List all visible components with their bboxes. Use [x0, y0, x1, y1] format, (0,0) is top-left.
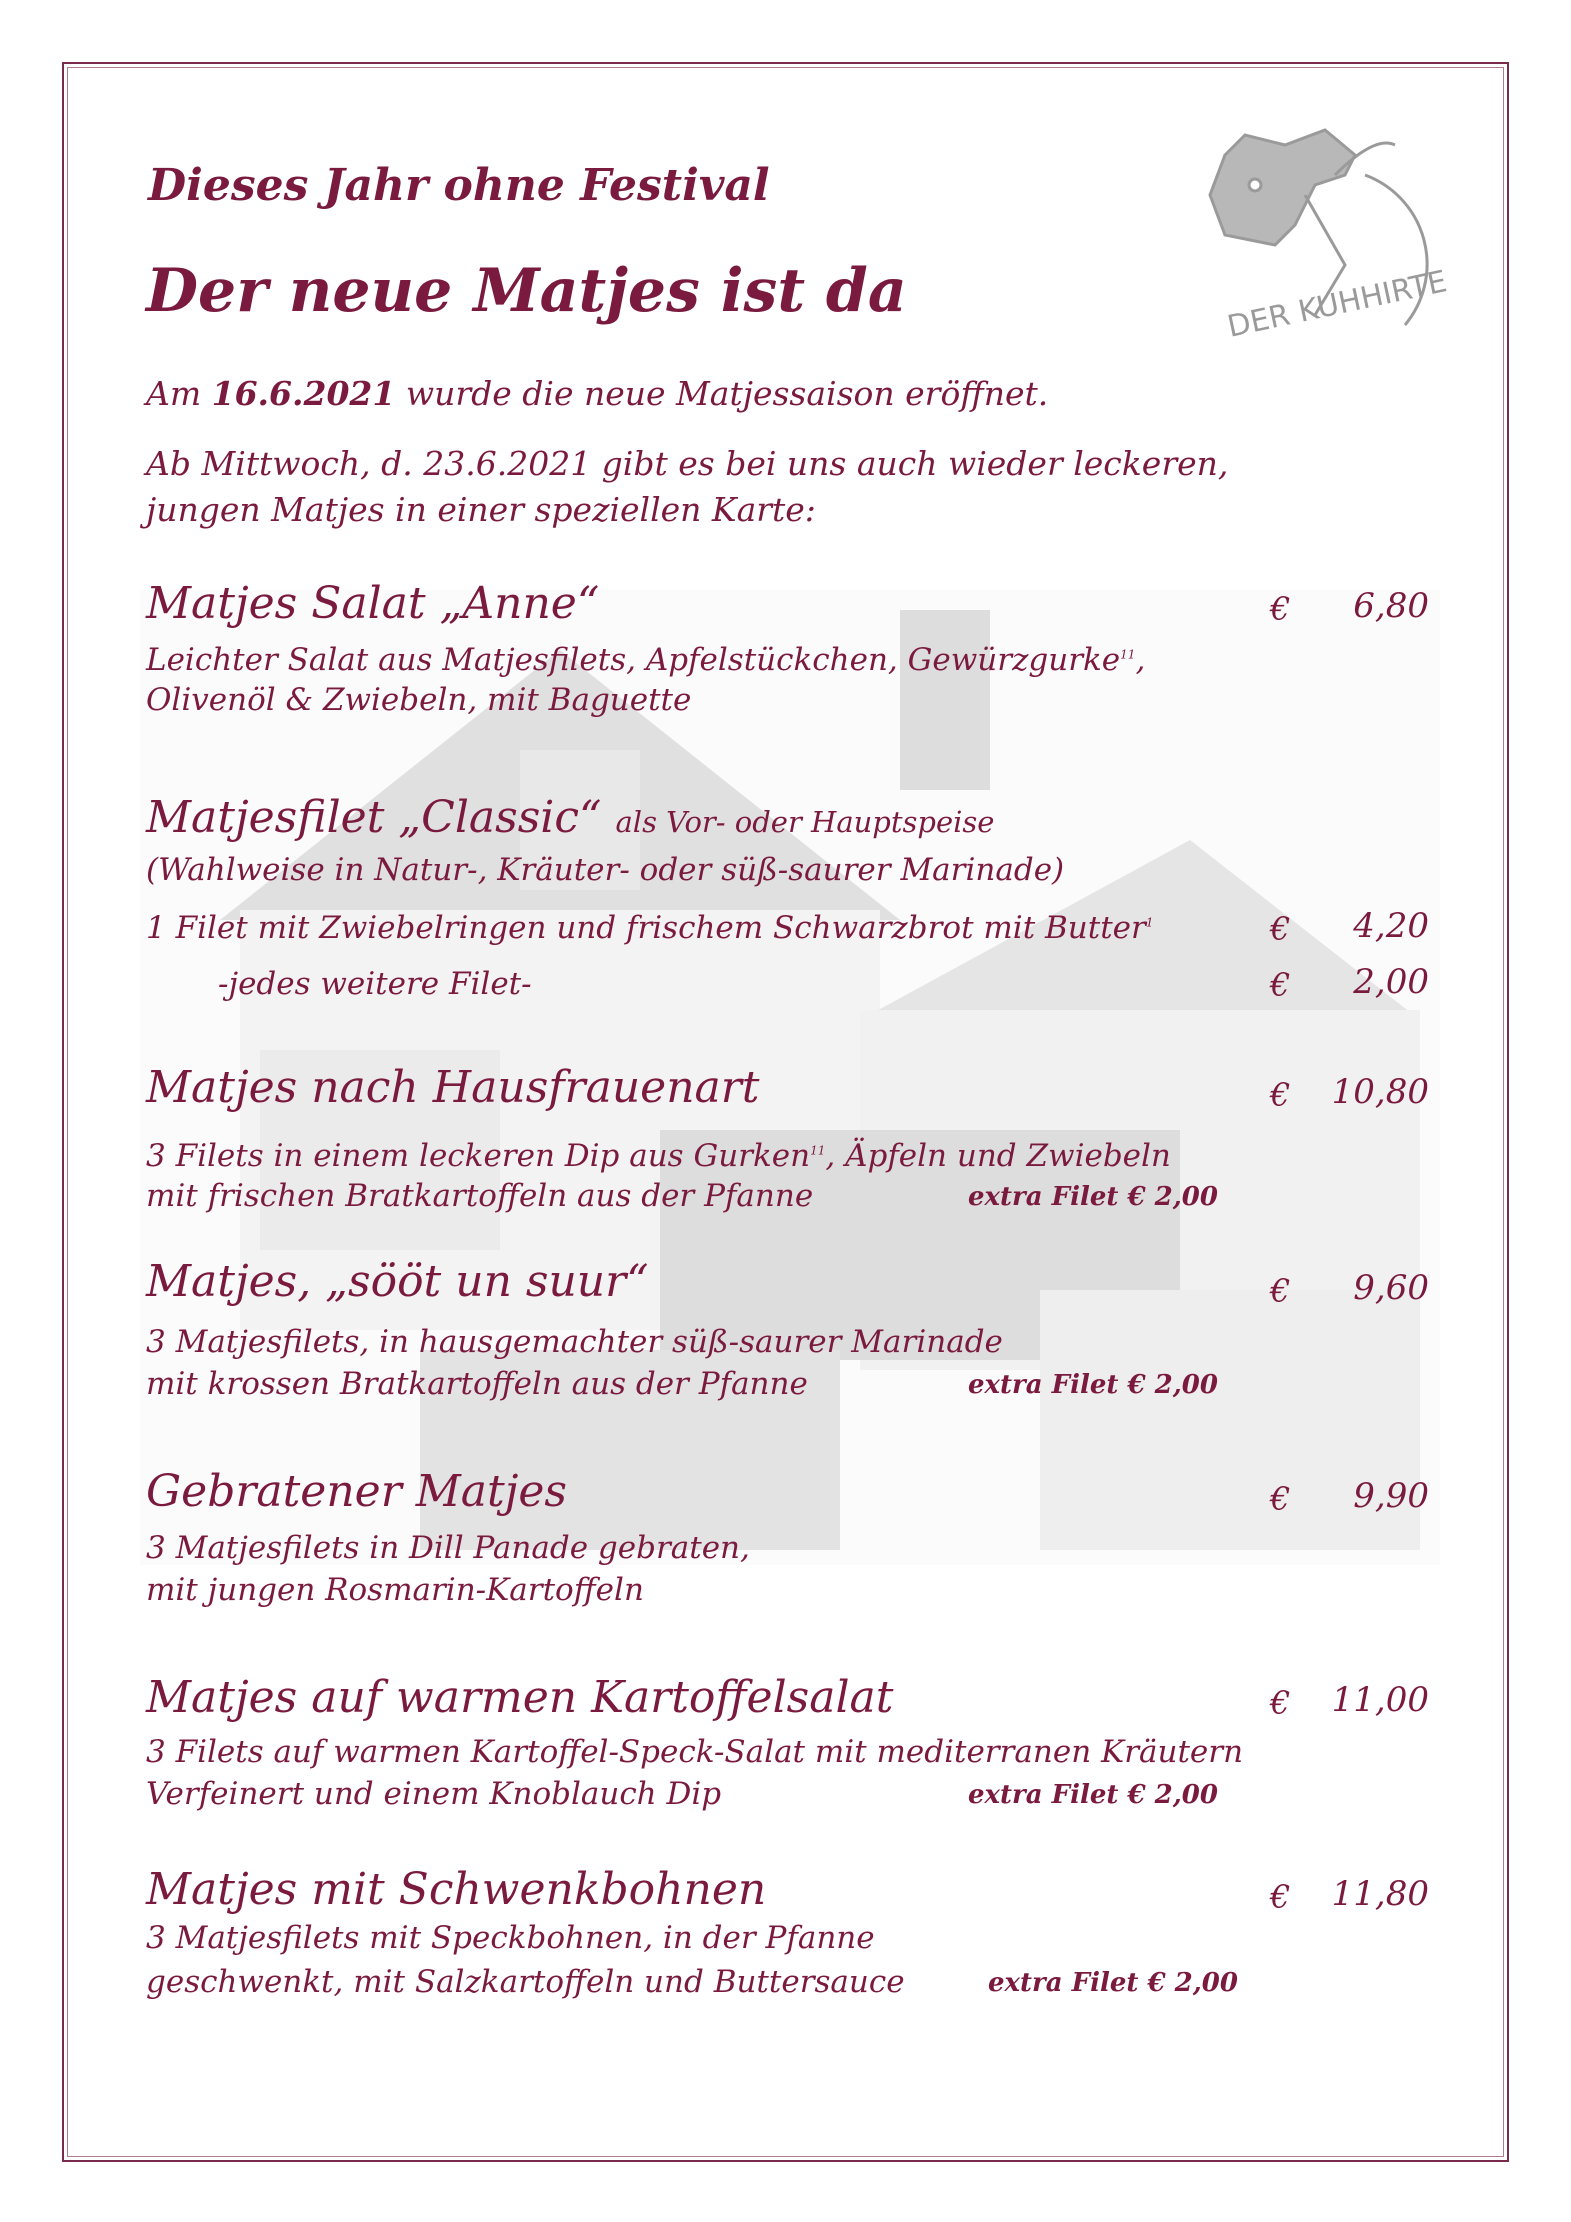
menu-item-desc: (Wahlweise in Natur-, Kräuter- oder süß-saurer Marinade) — [146, 852, 1065, 888]
menu-item-price: 9,90 — [1353, 1476, 1429, 1516]
menu-item-title: Matjes nach Hausfrauenart — [146, 1062, 760, 1113]
menu-item-line: 1 Filet mit Zwiebelringen und frischem Schwarzbrot mit Butter$^1$ — [146, 910, 1154, 946]
menu-item-desc: mit krossen Bratkartoffeln aus der Pfanne — [146, 1366, 808, 1402]
menu-item-title: Matjes mit Schwenkbohnen — [146, 1864, 767, 1915]
menu-item-price: 6,80 — [1353, 586, 1429, 626]
menu-item-desc: 3 Filets auf warmen Kartoffel-Speck-Salat mit mediterranen Kräutern — [146, 1734, 1244, 1770]
intro-line-1 — [146, 374, 1048, 413]
menu-item-desc: 3 Filets in einem leckeren Dip aus Gurken$^{11}$, Äpfeln und Zwiebeln — [146, 1138, 1171, 1174]
extra-filet-note: extra Filet € 2,00 — [968, 1370, 1218, 1400]
menu-item-desc: 3 Matjesfilets mit Speckbohnen, in der Pfanne — [146, 1920, 875, 1956]
menu-item-desc: mit jungen Rosmarin-Kartoffeln — [146, 1572, 644, 1608]
menu-item-desc: mit frischen Bratkartoffeln aus der Pfanne — [146, 1178, 814, 1214]
menu-item-title: Matjesfilet „Classic“ als Vor- oder Hauptspeise — [146, 792, 995, 843]
menu-item-line: -jedes weitere Filet- — [218, 966, 532, 1002]
intro-date: 16.6.2021 — [211, 374, 396, 413]
menu-item-desc: Leichter Salat aus Matjesfilets, Apfelstückchen, Gewürzgurke$^{11}$, — [146, 642, 1146, 678]
menu-item-title: Matjes Salat „Anne“ — [146, 578, 600, 629]
menu-item-price: 11,80 — [1331, 1874, 1429, 1914]
currency-symbol: € — [1270, 910, 1291, 948]
header-top-line: Dieses Jahr ohne Festival — [148, 160, 770, 211]
currency-symbol: € — [1270, 590, 1291, 628]
menu-item-price: 10,80 — [1331, 1072, 1429, 1112]
extra-filet-note: extra Filet € 2,00 — [968, 1780, 1218, 1810]
kuhhirte-logo-icon — [1185, 115, 1460, 355]
intro-line-3: jungen Matjes in einer speziellen Karte: — [146, 490, 816, 529]
menu-item-desc: Olivenöl & Zwiebeln, mit Baguette — [146, 682, 692, 718]
svg-text:DER KUHHIRTE: DER KUHHIRTE — [1224, 264, 1450, 345]
currency-symbol: € — [1270, 1684, 1291, 1722]
menu-item-price: 11,00 — [1331, 1680, 1429, 1720]
menu-item-price: 4,20 — [1353, 906, 1429, 946]
currency-symbol: € — [1270, 1480, 1291, 1518]
menu-item-title: Gebratener Matjes — [146, 1466, 567, 1517]
intro-line-2: Ab Mittwoch, d. 23.6.2021 gibt es bei uns auch wieder leckeren, — [146, 444, 1229, 483]
currency-symbol: € — [1270, 1272, 1291, 1310]
intro-post: wurde die neue Matjessaison eröffnet. — [405, 374, 1049, 413]
menu-item-title: Matjes auf warmen Kartoffelsalat — [146, 1672, 894, 1723]
menu-item-desc: 3 Matjesfilets, in hausgemachter süß-saurer Marinade — [146, 1324, 1003, 1360]
currency-symbol: € — [1270, 966, 1291, 1004]
menu-item-desc: Verfeinert und einem Knoblauch Dip — [146, 1776, 722, 1812]
intro-pre: Am — [146, 374, 202, 413]
page-title: Der neue Matjes ist da — [146, 256, 907, 326]
menu-item-title: Matjes, „sööt un suur“ — [146, 1256, 649, 1307]
menu-item-price: 2,00 — [1353, 962, 1429, 1002]
currency-symbol: € — [1270, 1878, 1291, 1916]
currency-symbol: € — [1270, 1076, 1291, 1114]
menu-item-price: 9,60 — [1353, 1268, 1429, 1308]
menu-item-desc: geschwenkt, mit Salzkartoffeln und Buttersauce — [146, 1964, 905, 2000]
extra-filet-note: extra Filet € 2,00 — [968, 1182, 1218, 1212]
menu-item-desc: 3 Matjesfilets in Dill Panade gebraten, — [146, 1530, 750, 1566]
extra-filet-note: extra Filet € 2,00 — [988, 1968, 1238, 1998]
